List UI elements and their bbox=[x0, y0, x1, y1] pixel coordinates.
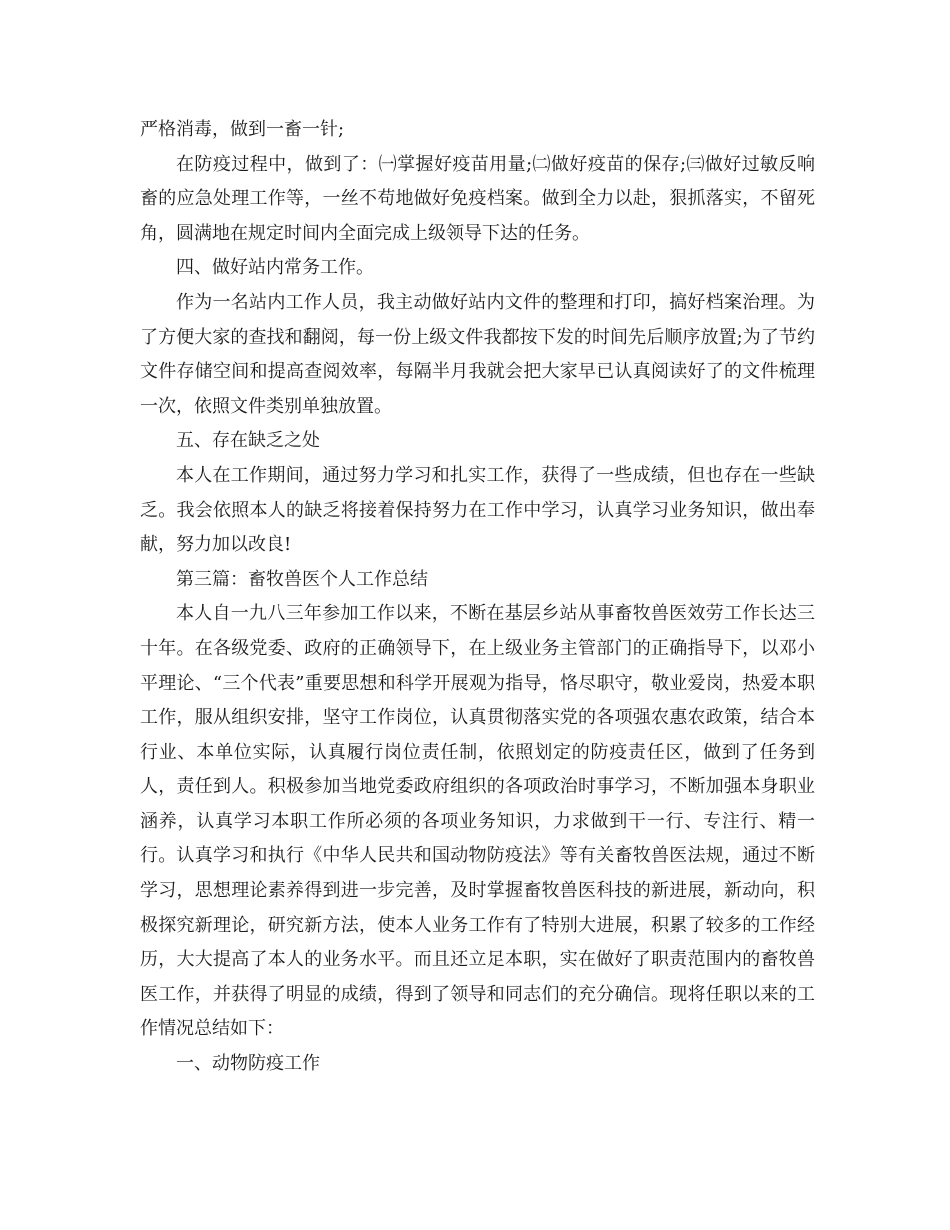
paragraph-epidemic-prevention: 在防疫过程中，做到了：㈠掌握好疫苗用量;㈡做好疫苗的保存;㈢做好过敏反响畜的应急处理工作等，一丝不苟地做好免疫档案。做到全力以赴，狠抓落实，不留死角，圆满地在规定时间内全面完成上级领导下达的任务。 bbox=[140, 153, 815, 244]
paragraph-career-summary: 本人自一九八三年参加工作以来，不断在基层乡站从事畜牧兽医效劳工作长达三十年。在各级党委、政府的正确领导下，在上级业务主管部门的正确指导下，以邓小平理论、“三个代表”重要思想和科学开展观为指导，恪尽职守，敬业爱岗，热爱本职工作，服从组织安排，坚守工作岗位，认真贯彻落实党的各项强农惠农政策，结合本行业、本单位实际，认真履行岗位责任制，依照划定的防疫责任区，做到了任务到人，责任到人。积极参加当地党委政府组织的各项政治时事学习，不断加强本身职业涵养，认真学习本职工作所必须的各项业务知识，力求做到干一行、专注行、精一行。认真学习和执行《中华人民共和国动物防疫法》等有关畜牧兽医法规，通过不断学习，思想理论素养得到进一步完善，及时掌握畜牧兽医科技的新进展，新动向，积极探究新理论，研究新方法，使本人业务工作有了特别大进展，积累了较多的工作经历，大大提高了本人的业务水平。而且还立足本职，实在做好了职责范围内的畜牧兽医工作，并获得了明显的成绩，得到了领导和同志们的充分确信。现将任职以来的工作情况总结如下： bbox=[140, 603, 815, 1040]
document-body bbox=[140, 113, 815, 1082]
heading-animal-epidemic-prevention: 一、动物防疫工作 bbox=[176, 1053, 320, 1075]
heading-part-three: 第三篇：畜牧兽医个人工作总结 bbox=[176, 568, 428, 590]
paragraph-disinfection: 严格消毒，做到一畜一针; bbox=[140, 119, 345, 140]
heading-shortcomings: 五、存在缺乏之处 bbox=[176, 430, 320, 452]
paragraph-routine-work: 作为一名站内工作人员，我主动做好站内文件的整理和打印，搞好档案治理。为了方便大家的查找和翻阅，每一份上级文件我都按下发的时间先后顺序放置;为了节约文件存储空间和提高查阅效率，每隔半月我就会把大家早已认真阅读好了的文件梳理一次，依照文件类别单独放置。 bbox=[140, 291, 815, 417]
heading-routine-work: 四、做好站内常务工作。 bbox=[176, 257, 374, 279]
paragraph-shortcomings: 本人在工作期间，通过努力学习和扎实工作，获得了一些成绩，但也存在一些缺乏。我会依照本人的缺乏将接着保持努力在工作中学习，认真学习业务知识，做出奉献，努力加以改良! bbox=[140, 464, 815, 556]
